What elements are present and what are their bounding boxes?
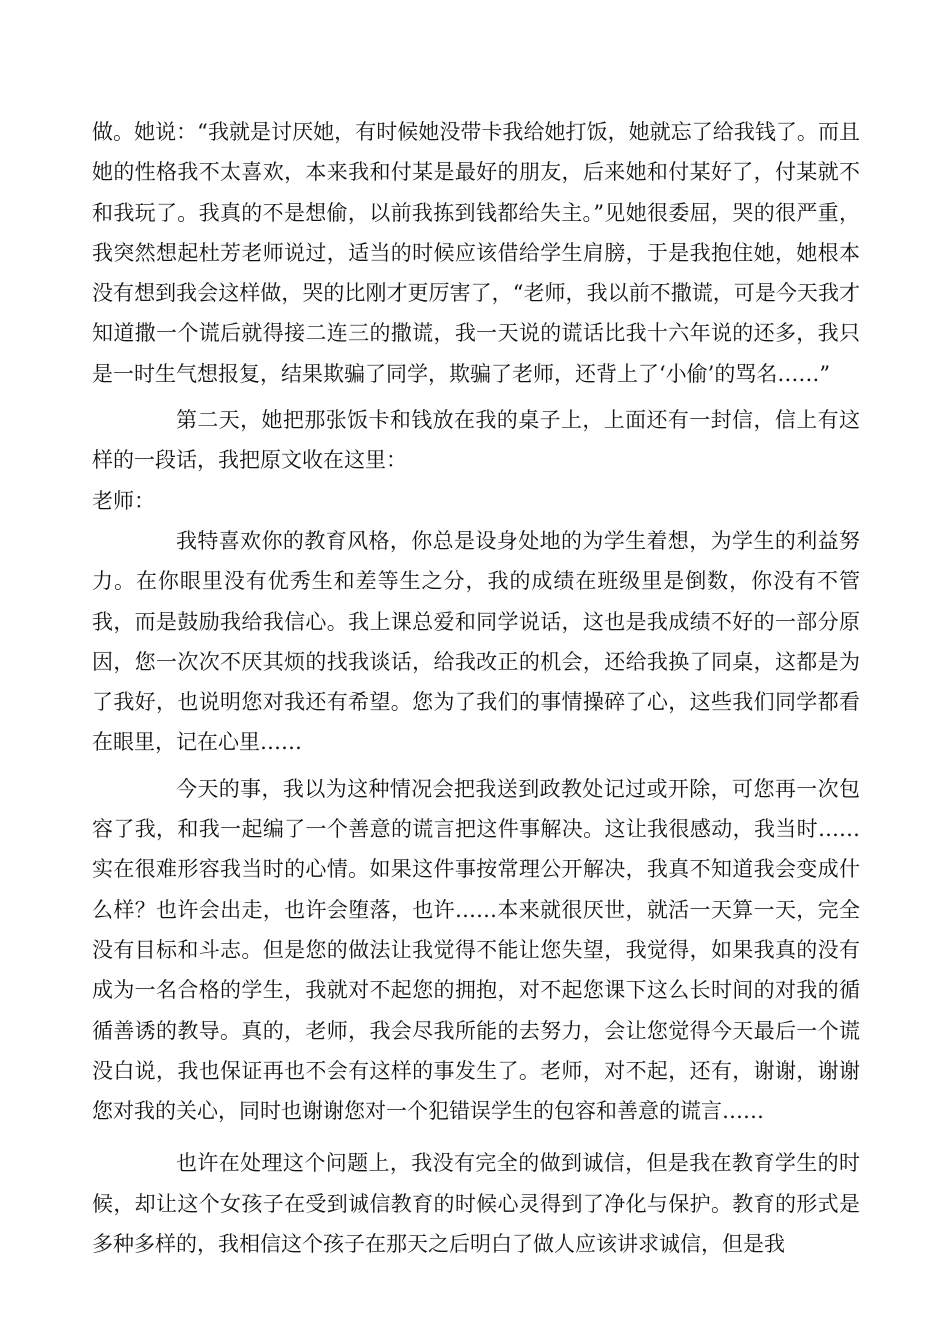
paragraph-next-day: 第二天，她把那张饭卡和钱放在我的桌子上，上面还有一封信，信上有这样的一段话，我把原文收在这里： — [92, 408, 860, 473]
letter-paragraph-2: 今天的事，我以为这种情况会把我送到政教处记过或开除，可您再一次包容了我，和我一起编了一个善意的谎言把这件事解决。这让我很感动，我当时……实在很难形容我当时的心情。如果这件事按常理公开解决，我真不知道我会变成什么样？也许会出走，也许会堕落，也许……本来就很厌世，就活一天算一天，完全没有目标和斗志。但是您的做法让我觉得不能让您失望，我觉得，如果我真的没有成为一名合格的学生，我就对不起您的拥抱，对不起您课下这么长时间的对我的循循善诱的教导。真的，老师，我会尽我所能的去努力，会让您觉得今天最后一个谎没白说，我也保证再也不会有这样的事发生了。老师，对不起，还有，谢谢，谢谢您对我的关心，同时也谢谢您对一个犯错误学生的包容和善意的谎言…… — [92, 776, 860, 1124]
document-body — [92, 112, 860, 1264]
paragraph-reflection: 也许在处理这个问题上，我没有完全的做到诚信，但是我在教育学生的时候，却让这个女孩子在受到诚信教育的时候心灵得到了净化与保护。教育的形式是多种多样的，我相信这个孩子在那天之后明白了做人应该讲求诚信，但是我 — [92, 1151, 860, 1257]
letter-salutation: 老师： — [92, 488, 155, 513]
letter-paragraph-1: 我特喜欢你的教育风格，你总是设身处地的为学生着想，为学生的利益努力。在你眼里没有优秀生和差等生之分，我的成绩在班级里是倒数，你没有不管我，而是鼓励我给我信心。我上课总爱和同学说话，这也是我成绩不好的一部分原因，您一次次不厌其烦的找我谈话，给我改正的机会，还给我换了同桌，这都是为了我好，也说明您对我还有希望。您为了我们的事情操碎了心，这些我们同学都看在眼里，记在心里…… — [92, 528, 860, 755]
paragraph-continuation: 做。她说：“我就是讨厌她，有时候她没带卡我给她打饭，她就忘了给我钱了。而且她的性格我不太喜欢，本来我和付某是最好的朋友，后来她和付某好了，付某就不和我玩了。我真的不是想偷，以前我拣到钱都给失主。”见她很委屈，哭的很严重，我突然想起杜芳老师说过，适当的时候应该借给学生肩膀，于是我抱住她，她根本没有想到我会这样做，哭的比刚才更厉害了，“老师，我以前不撒谎，可是今天我才知道撒一个谎后就得接二连三的撒谎，我一天说的谎话比我十六年说的还多，我只是一时生气想报复，结果欺骗了同学，欺骗了老师，还背上了‘小偷’的骂名……” — [92, 120, 860, 386]
